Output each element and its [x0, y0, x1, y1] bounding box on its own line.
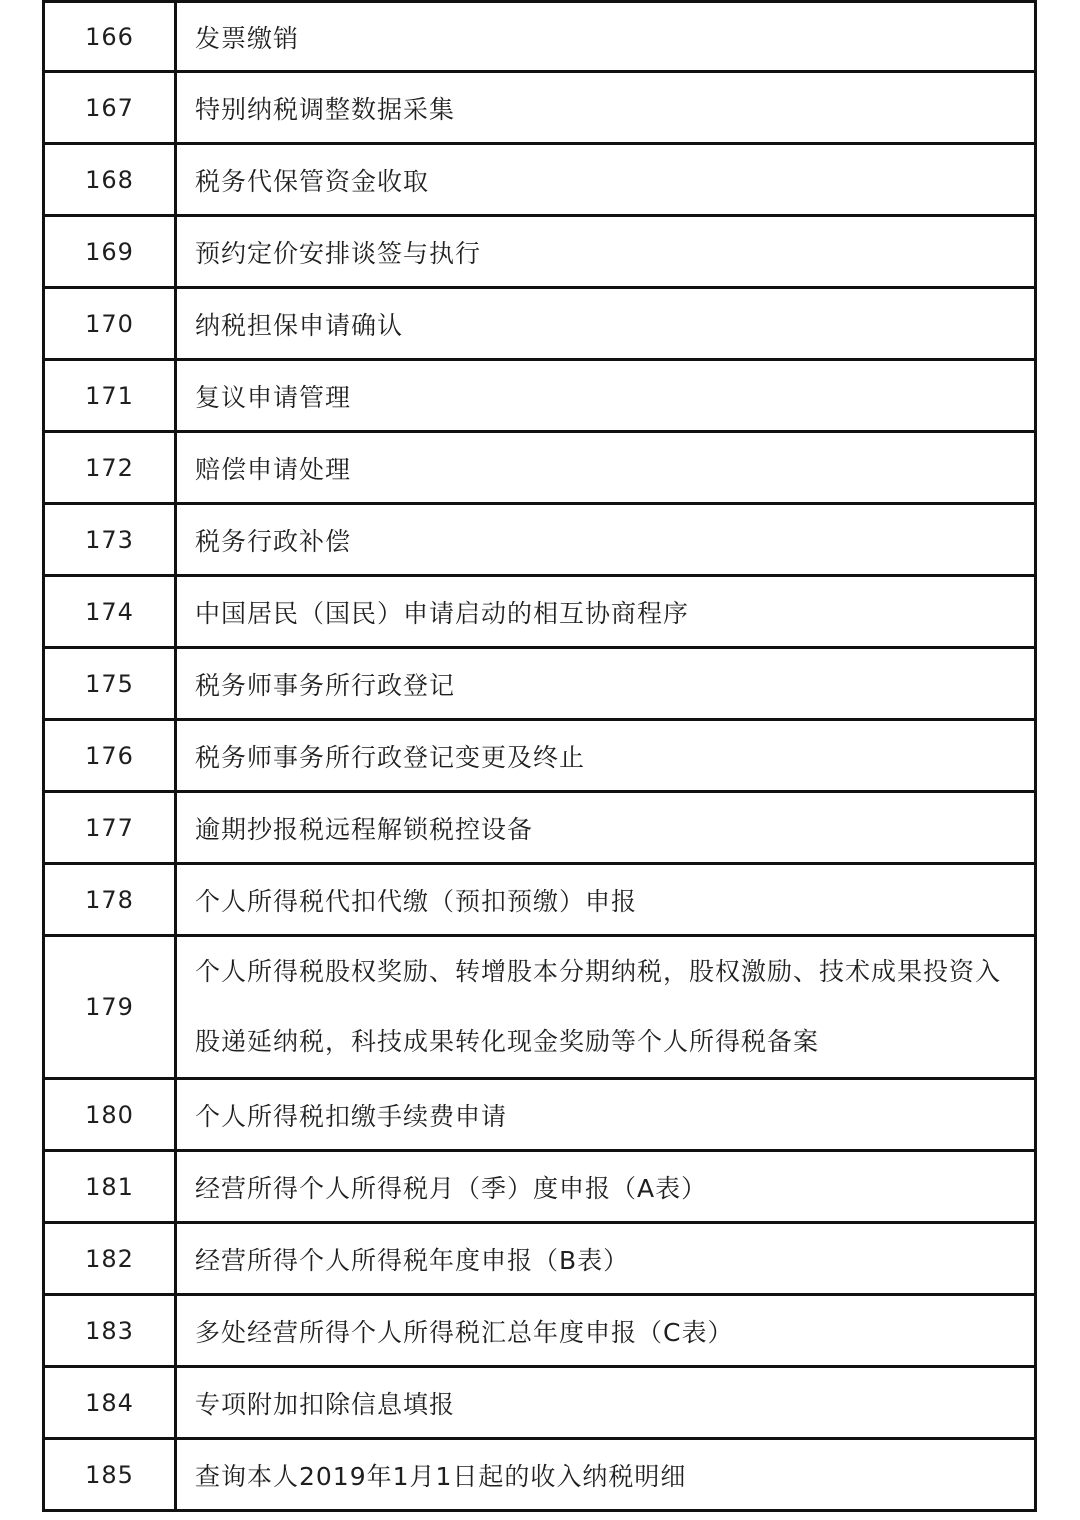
table-row [45, 144, 1034, 216]
service-item-name: 纳税担保申请确认 [176, 288, 1035, 360]
row-number: 177 [45, 792, 176, 864]
row-number: 176 [45, 720, 176, 792]
row-number: 185 [45, 1439, 176, 1511]
table-row [45, 1367, 1034, 1439]
service-item-name: 税务行政补偿 [176, 504, 1035, 576]
service-item-name: 经营所得个人所得税月（季）度申报（A表） [176, 1151, 1035, 1223]
row-number: 171 [45, 360, 176, 432]
table-row [45, 720, 1034, 792]
table-row [45, 936, 1034, 1079]
row-number: 179 [45, 936, 176, 1079]
service-item-name: 预约定价安排谈签与执行 [176, 216, 1035, 288]
table-row [45, 1151, 1034, 1223]
row-number: 167 [45, 72, 176, 144]
table-row [45, 288, 1034, 360]
service-table-container [42, 0, 1037, 1512]
service-item-name: 税务师事务所行政登记变更及终止 [176, 720, 1035, 792]
service-item-name: 赔偿申请处理 [176, 432, 1035, 504]
row-number: 183 [45, 1295, 176, 1367]
service-item-name: 发票缴销 [176, 2, 1035, 72]
service-item-name: 查询本人2019年1月1日起的收入纳税明细 [176, 1439, 1035, 1511]
row-number: 174 [45, 576, 176, 648]
service-item-name: 个人所得税代扣代缴（预扣预缴）申报 [176, 864, 1035, 936]
row-number: 175 [45, 648, 176, 720]
table-row [45, 1223, 1034, 1295]
row-number: 172 [45, 432, 176, 504]
service-item-name: 个人所得税扣缴手续费申请 [176, 1079, 1035, 1151]
service-item-name: 个人所得税股权奖励、转增股本分期纳税，股权激励、技术成果投资入股递延纳税，科技成果转化现金奖励等个人所得税备案 [176, 936, 1035, 1079]
row-number: 169 [45, 216, 176, 288]
table-row [45, 864, 1034, 936]
table-row [45, 504, 1034, 576]
row-number: 182 [45, 1223, 176, 1295]
row-number: 184 [45, 1367, 176, 1439]
row-number: 170 [45, 288, 176, 360]
row-number: 166 [45, 2, 176, 72]
table-row [45, 72, 1034, 144]
table-row [45, 360, 1034, 432]
service-list-table [45, 0, 1034, 1512]
table-row [45, 432, 1034, 504]
table-row [45, 576, 1034, 648]
row-number: 173 [45, 504, 176, 576]
table-row [45, 2, 1034, 72]
row-number: 168 [45, 144, 176, 216]
service-item-name: 特别纳税调整数据采集 [176, 72, 1035, 144]
service-item-name: 多处经营所得个人所得税汇总年度申报（C表） [176, 1295, 1035, 1367]
service-item-name: 中国居民（国民）申请启动的相互协商程序 [176, 576, 1035, 648]
table-row [45, 792, 1034, 864]
table-row [45, 1439, 1034, 1511]
service-item-name: 复议申请管理 [176, 360, 1035, 432]
service-item-name: 税务代保管资金收取 [176, 144, 1035, 216]
row-number: 178 [45, 864, 176, 936]
service-item-name: 经营所得个人所得税年度申报（B表） [176, 1223, 1035, 1295]
service-item-name: 税务师事务所行政登记 [176, 648, 1035, 720]
table-row [45, 648, 1034, 720]
service-item-name: 逾期抄报税远程解锁税控设备 [176, 792, 1035, 864]
row-number: 181 [45, 1151, 176, 1223]
row-number: 180 [45, 1079, 176, 1151]
table-row [45, 216, 1034, 288]
table-row [45, 1079, 1034, 1151]
service-item-name: 专项附加扣除信息填报 [176, 1367, 1035, 1439]
table-row [45, 1295, 1034, 1367]
